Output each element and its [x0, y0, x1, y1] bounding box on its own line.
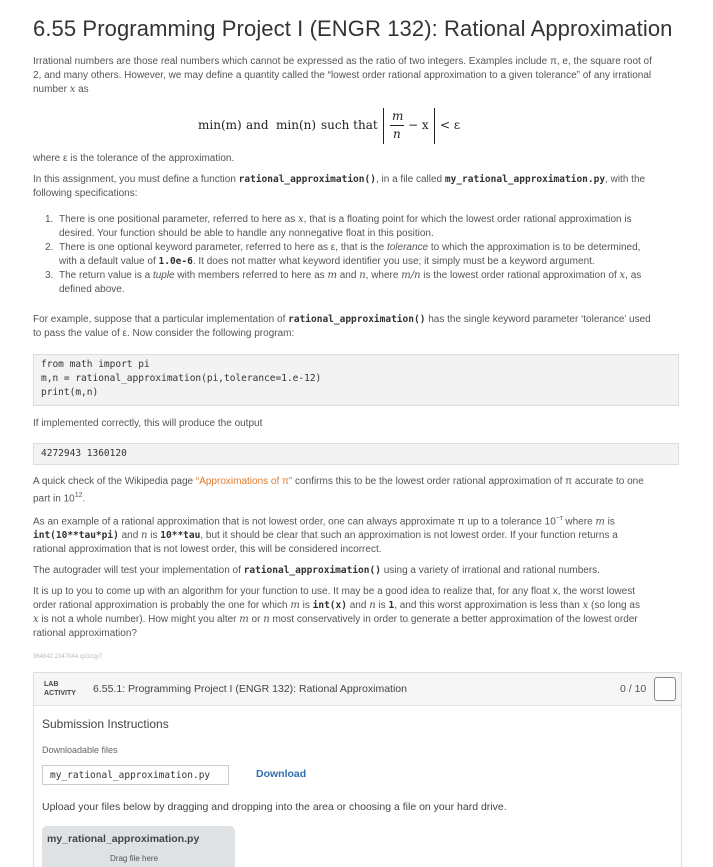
intro-paragraph: Irrational numbers are those real numbers which cannot be expressed as the ratio of two integers. Examples include π, e, the square root of 2, and many others. However, we may define a quantity called the “lowest order rational approximation to a given tolerance” of any irrational number x as [33, 56, 652, 95]
drop-file-name: my_rational_approximation.py [47, 833, 200, 845]
downloadable-file: my_rational_approximation.py [42, 765, 229, 785]
completion-box [654, 677, 676, 701]
footer-id: 364842.2347044.qx3zqy7 [33, 654, 103, 660]
spec-list [45, 213, 681, 297]
download-button[interactable]: Download [256, 768, 307, 780]
wiki-paragraph: A quick check of the Wikipedia page “Approximations of π” confirms this to be the lowest order rational approximation of π accurate to one part in $10^{12}$. [33, 476, 644, 505]
list-item: 2. There is one optional keyword parameter, referred to here as ε, that is the tolerance to which the approximation is to be determined, with a default value of 1.0e-6. It does not matter what keyword identifier you use; it simply must be a keyword argument. [45, 242, 641, 267]
algorithm-paragraph: It is up to you to come up with an algorithm for your function to use. It may be a good idea to realize that, for any float x, the worst lowest order rational approximation is probably the one for which m is int(x) and n is 1, and this worst approximation is less than x (so long as x is not a whole number). How might you alter m or n most conservatively in order to generate a better approximation of the lowest order rational approximation? [33, 586, 640, 639]
lab-activity-panel [33, 672, 682, 867]
output-block: 4272943 1360120 [33, 443, 679, 465]
lab-score: 0 / 10 [620, 683, 647, 695]
page-title: 6.55 Programming Project I (ENGR 132): Rational Approximation [33, 16, 673, 41]
downloadable-label: Downloadable files [42, 745, 118, 755]
submission-heading: Submission Instructions [42, 717, 169, 731]
example-paragraph: For example, suppose that a particular implementation of rational_approximation() has the single keyword parameter ‘tolerance’ used to pass the value of ε. Now consider the following program: [33, 314, 651, 339]
code-block: from math import pi m,n = rational_approximation(pi,tolerance=1.e-12) print(m,n) [33, 354, 679, 406]
assignment-paragraph: In this assignment, you must define a function rational_approximation(), in a file called my_rational_approximation.py, with the following specifications: [33, 174, 646, 199]
lab-activity-tag: LAB ACTIVITY [44, 681, 76, 697]
nonlowest-paragraph: As an example of a rational approximation that is not lowest order, one can always approximate π up to a tolerance $10^{-\tau}$ where m is int(10**tau*pi) and n is 10**tau, but it should be clear that such an approximation is not lowest order. If your function returns a rational approximation that is not lowest order, this will be considered incorrect. [33, 515, 618, 556]
formula: min(m) and min(n) such that m n − x < ε [198, 108, 558, 144]
upload-instructions: Upload your files below by dragging and dropping into the area or choosing a file on your hard drive. [42, 801, 507, 813]
list-item: 1. There is one positional parameter, referred to here as x, that is a floating point for which the lowest order rational approximation is desired. Your function should be able to handle any nonnegative float in this position. [45, 214, 632, 239]
drop-hint: Drag file here [110, 854, 159, 863]
lab-header [34, 673, 681, 706]
autograder-paragraph: The autograder will test your implementation of rational_approximation() using a variety of irrational and rational numbers. [33, 565, 600, 576]
lab-title: 6.55.1: Programming Project I (ENGR 132): Rational Approximation [93, 683, 407, 695]
list-item: 3. The return value is a tuple with members referred to here as m and n, where m/n is the lowest order rational approximation of x, as defined above. [45, 270, 642, 295]
file-drop-zone[interactable] [42, 826, 235, 867]
wikipedia-link[interactable]: “Approximations of π” [195, 476, 293, 487]
